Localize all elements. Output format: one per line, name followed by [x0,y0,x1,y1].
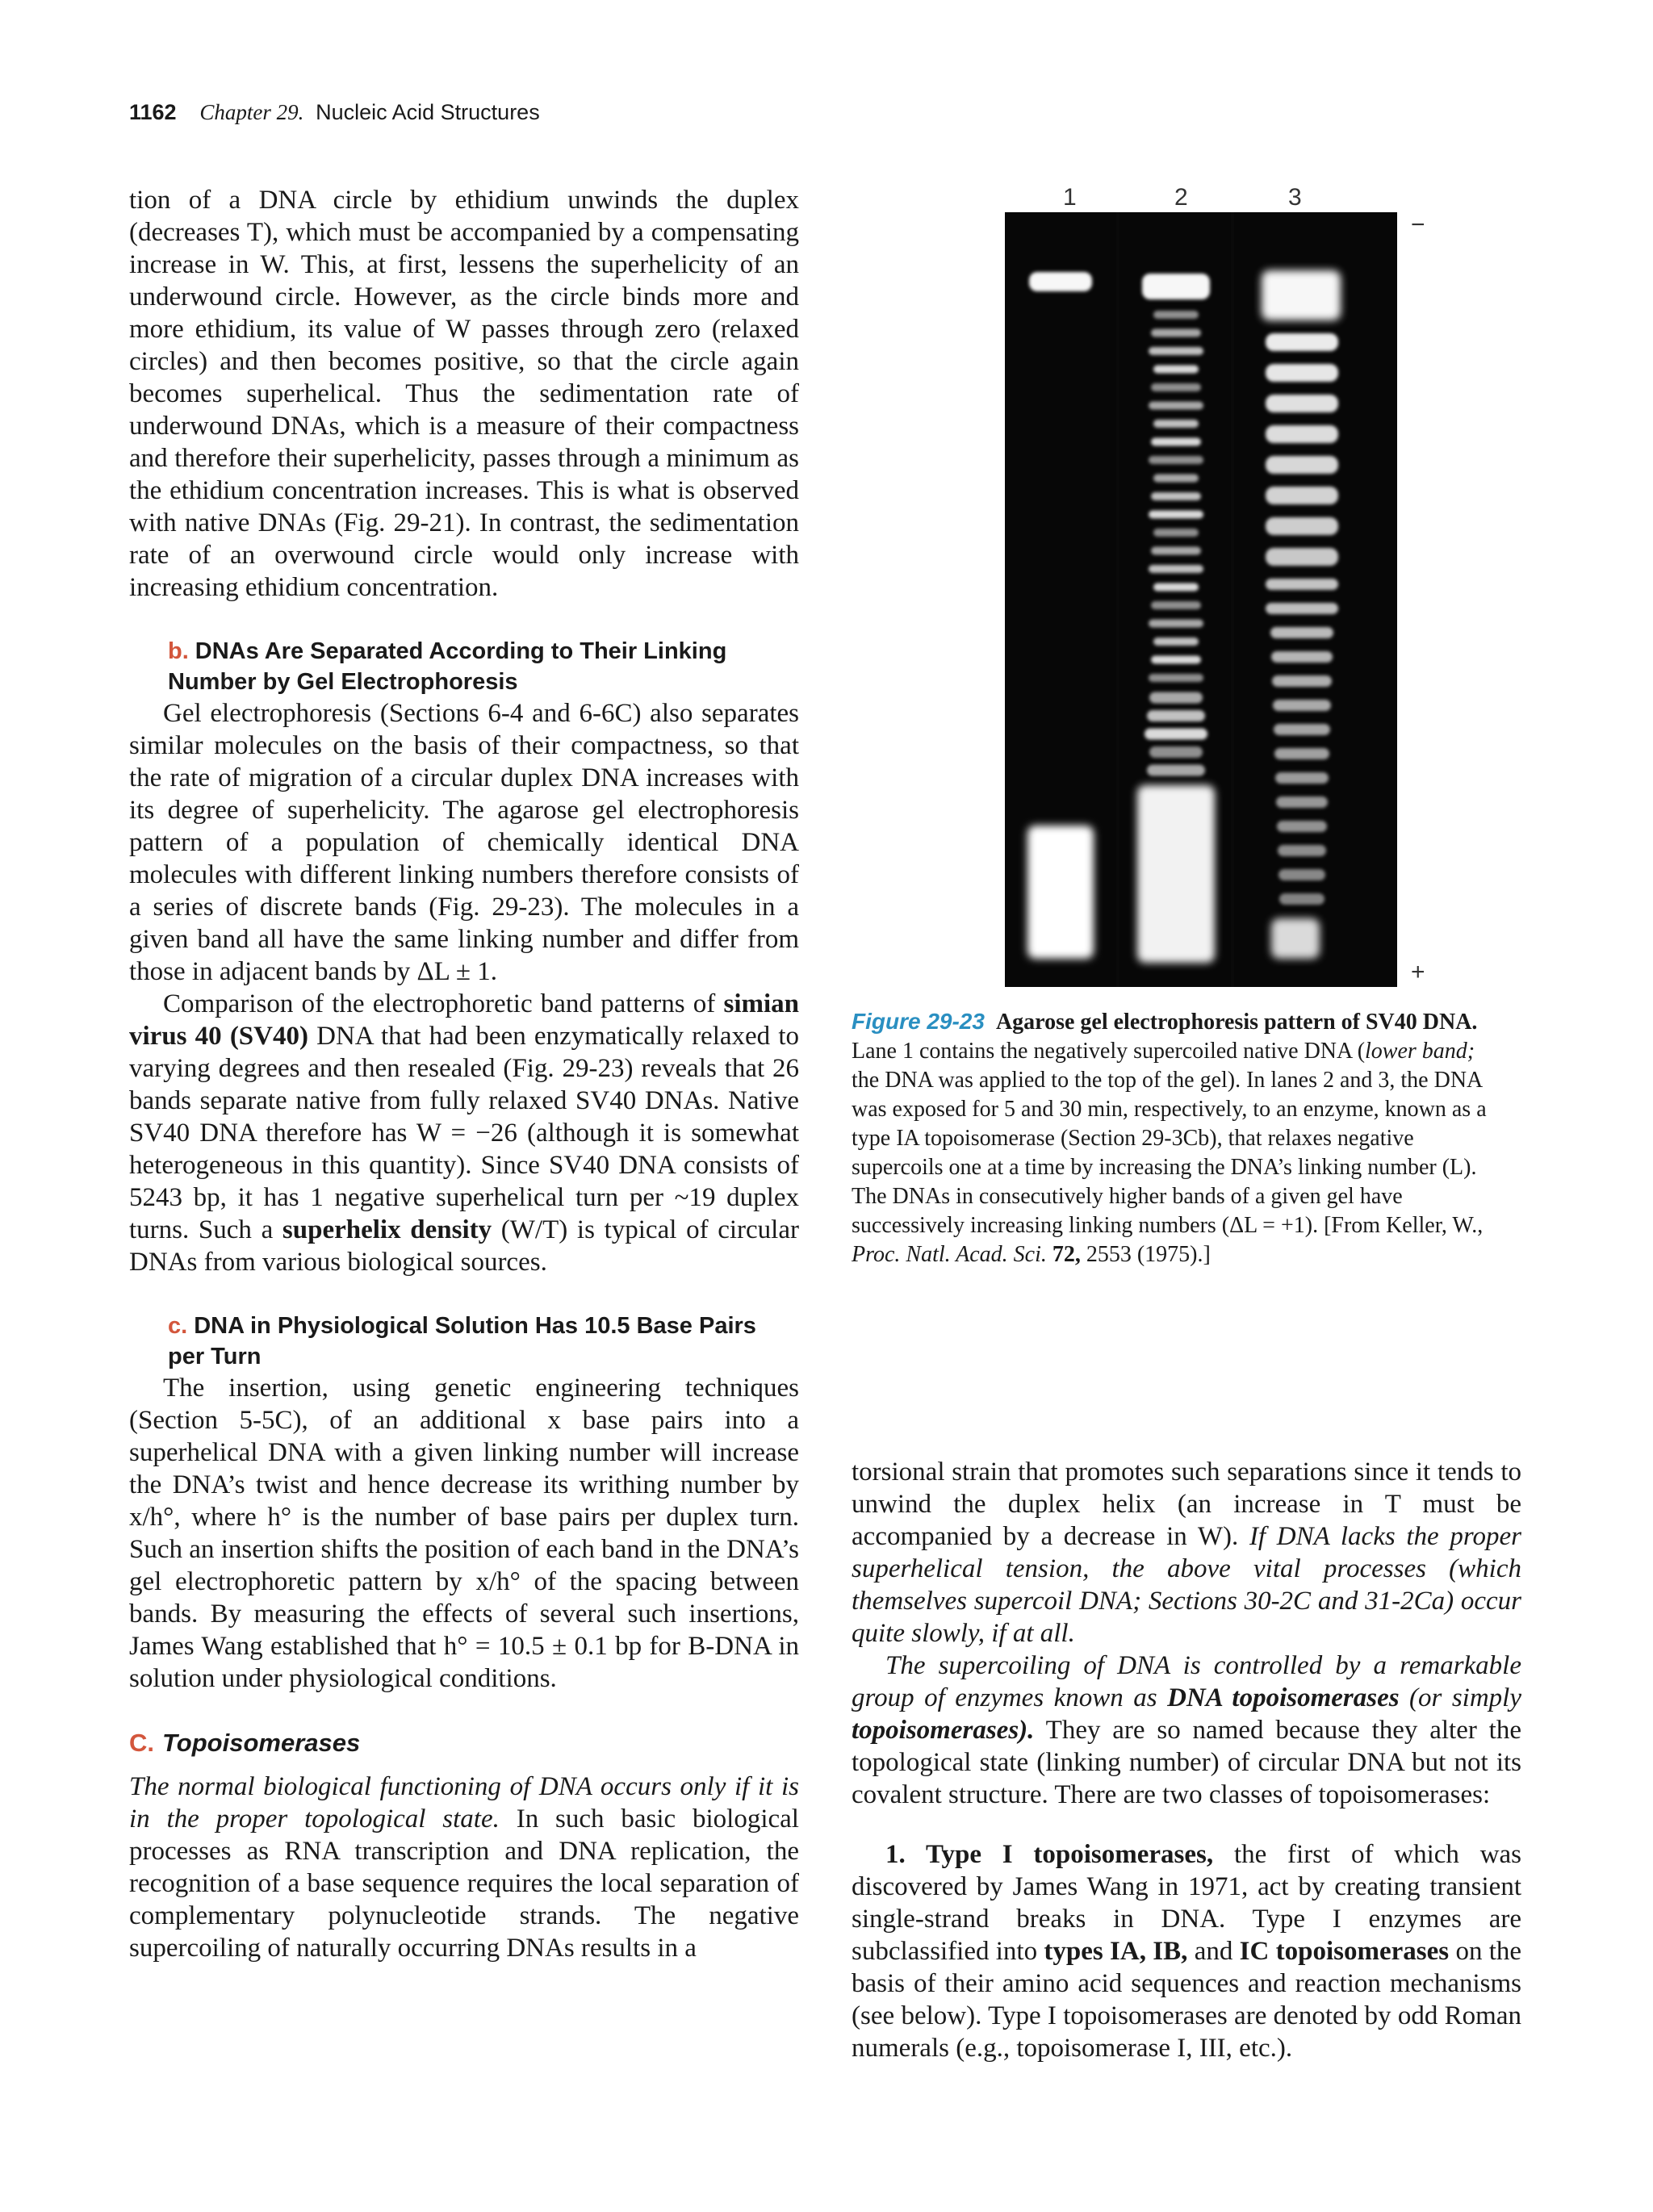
gel-band [1149,565,1203,573]
lane-label-2: 2 [1174,184,1188,211]
gel-band [1153,583,1199,592]
gel-band [1266,603,1338,614]
paragraph-torsional-strain: torsional strain that promotes such separations since it tends to unwind the duplex helix (an increase in T must be accompanied by a decrease in W). If DNA lacks the proper superhelical tension, the above vital processes (which themselves supercoil DNA; Sections 30-2C and 31-2Ca) occur quite slowly, if at all. [852,1457,1522,1648]
subsection-c-title: DNA in Physiological Solution Has 10.5 Base Pairs per Turn [168,1313,756,1369]
gel-band [1270,627,1333,638]
gel-band [1271,651,1333,663]
paragraph-type-i-topoisomerases: 1. Type I topoisomerases, the first of which was discovered by James Wang in 1971, act by creating transient single-strand breaks in DNA. Type I enzymes are subclassified into types IA, IB, and IC topoisomerases on the basis of their amino acid sequences and reaction mechanisms (see below). Type I topoisomerases are denoted by odd Roman numerals (e.g., topoisomerase I, III, etc.). [852,1840,1522,2063]
page-number: 1162 [129,100,177,124]
gel-band [1151,601,1201,609]
gel-band [1278,869,1325,880]
lane-label-3: 3 [1288,184,1302,211]
gel-band [1142,274,1210,299]
gel-band [1151,547,1201,555]
subsection-b-letter: b. [168,638,189,664]
gel-band [1149,511,1203,519]
gel-band [1149,620,1203,628]
gel-band [1279,893,1324,905]
gel-band [1149,402,1203,410]
left-column-top [129,184,799,1964]
gel-band [1266,579,1338,590]
gel-band [1266,425,1338,443]
gel-band [1029,272,1092,291]
gel-band [1266,487,1338,504]
gel-image-svg [1005,212,1397,987]
gel-band [1149,347,1203,355]
gel-band [1151,492,1201,500]
paragraph-base-pairs-per-turn: The insertion, using genetic engineering techniques (Section 5-5C), of an additional x base pairs into a superhelical DNA with a given linking number will increase the DNA’s twist and hence decrease its writhing number by x/h°, where h° is the number of base pairs per duplex turn. Such an insertion shifts the position of each band in the DNA’s gel electrophoretic pattern by x/h° of the spacing between bands. By measuring the effects of several such insertions, James Wang established that h° = 10.5 ± 0.1 bp for B-DNA in solution under physiological conditions. [129,1374,799,1693]
section-C-heading [129,1727,799,1759]
gel-band [1151,329,1201,337]
gel-band [1153,420,1199,428]
gel-band [1262,270,1341,320]
gel-band [1153,529,1199,537]
gel-band [1145,729,1207,740]
gel-band [1266,517,1338,535]
figure-title: Agarose gel electrophoresis pattern of SV40 DNA. [995,1010,1478,1035]
paragraph-gel-electrophoresis: Gel electrophoresis (Sections 6-4 and 6-6C) also separates similar molecules on the basis of their compactness, so that the rate of migration of a circular duplex DNA increases with its degree of superhelicity. The agarose gel electrophoresis pattern of a population of chemically identical DNA molecules with different linking numbers therefore consists of a series of discrete bands (Fig. 29-23). The molecules in a given band all have the same linking number and differ from those in adjacent bands by ΔL ± 1. [129,699,799,986]
paragraph-ethidium: tion of a DNA circle by ethidium unwinds the duplex (decreases T), which must be accompanied by a compensating increase in W. This, at first, lessens the superhelicity of an underwound circle. However, as the circle binds more and more ethidium, its value of W passes through zero (relaxed circles) and then becomes positive, so that the circle again becomes superhelical. Thus the sedimentation rate of underwound DNAs, which is a measure of their compactness and therefore their superhelicity, passes through a minimum as the ethidium concentration increases. This is what is observed with native DNAs (Fig. 29-21). In contrast, the sedimentation rate of an overwound circle would only increase with increasing ethidium concentration. [129,186,799,602]
figure-caption: Figure 29-23 Agarose gel electrophoresis pattern of SV40 DNA. Lane 1 contains the negatively supercoiled native DNA (lower band; the DNA was applied to the top of the gel). In lanes 2 and 3, the DNA was exposed for 5 and 30 min, respectively, to an enzyme, known as a type IA topoisomerase (Section 29-3Cb), that relaxes negative supercoils one at a time by increasing the DNA’s linking number (L). The DNAs in consecutively higher bands of a given gel have successively increasing linking numbers (ΔL = +1). [From Keller, W., Proc. Natl. Acad. Sci. 72, 2553 (1975).] [852,1009,1487,1267]
gel-band [1266,395,1338,412]
paragraph-topological-state: The normal biological functioning of DNA occurs only if it is in the proper topological state. In such basic biological processes as RNA transcription and DNA replication, the recognition of a base sequence requires the local separation of complementary polynucleotide strands. The negative supercoiling of naturally occurring DNAs results in a [129,1772,799,1963]
gel-band [1151,383,1201,391]
subsection-c-heading [129,1311,799,1372]
minus-pole-label: − [1411,211,1425,238]
gel-band [1149,746,1203,758]
gel-band [1153,311,1199,319]
chapter-title: Nucleic Acid Structures [316,100,540,124]
gel-band-smear [1271,918,1320,959]
gel-band [1278,845,1326,856]
section-C-title: Topoisomerases [162,1729,361,1757]
gel-band [1266,364,1338,382]
chapter-label: Chapter 29. [199,100,304,124]
gel-band [1266,333,1338,351]
plus-pole-label: + [1411,959,1425,985]
paragraph-topoisomerases-intro: The supercoiling of DNA is controlled by a remarkable group of enzymes known as DNA topoisomerases (or simply topoisomerases). They are so named because they alter the topological state (linking number) of circular DNA but not its covalent structure. There are two classes of topoisomerases: [852,1651,1522,1809]
gel-band [1266,456,1338,474]
gel-band [1149,692,1203,704]
section-C-letter: C. [129,1729,154,1757]
gel-band [1147,710,1205,721]
gel-band-smear [1027,826,1094,959]
gel-band-smear [1137,785,1215,963]
figure-label: Figure 29-23 [852,1009,985,1034]
gel-band [1275,772,1329,784]
gel-band [1266,548,1338,566]
gel-band [1274,748,1329,759]
gel-band [1272,675,1332,687]
gel-band [1277,821,1327,832]
gel-band [1149,674,1203,682]
gel-band [1149,456,1203,464]
paragraph-sv40: Comparison of the electrophoretic band patterns of simian virus 40 (SV40) DNA that had been enzymatically relaxed to varying degrees and then resealed (Fig. 29-23) reveals that 26 bands separate native from fully relaxed SV40 DNAs. Native SV40 DNA therefore has W = −26 (although it is somewhat heterogeneous in this quantity). Since SV40 DNA consists of 5243 bp, it has 1 negative superhelical turn per ~19 duplex turns. Such a superhelix density (W/T) is typical of circular DNAs from various biological sources. [129,989,800,1277]
gel-band [1273,700,1331,711]
right-column-bottom [852,1456,1521,2064]
gel-band [1274,724,1330,735]
subsection-b-heading [129,636,799,697]
gel-band [1153,638,1199,646]
subsection-c-letter: c. [168,1313,188,1339]
gel-band [1153,366,1199,374]
subsection-b-title: DNAs Are Separated According to Their Linking Number by Gel Electrophoresis [168,638,727,695]
running-header [129,100,540,125]
gel-band [1153,475,1199,483]
gel-band [1276,797,1328,808]
lane-label-1: 1 [1063,184,1077,211]
gel-band [1147,765,1205,776]
gel-electrophoresis-image [1005,212,1397,987]
gel-band [1151,656,1201,664]
gel-band [1151,438,1201,446]
